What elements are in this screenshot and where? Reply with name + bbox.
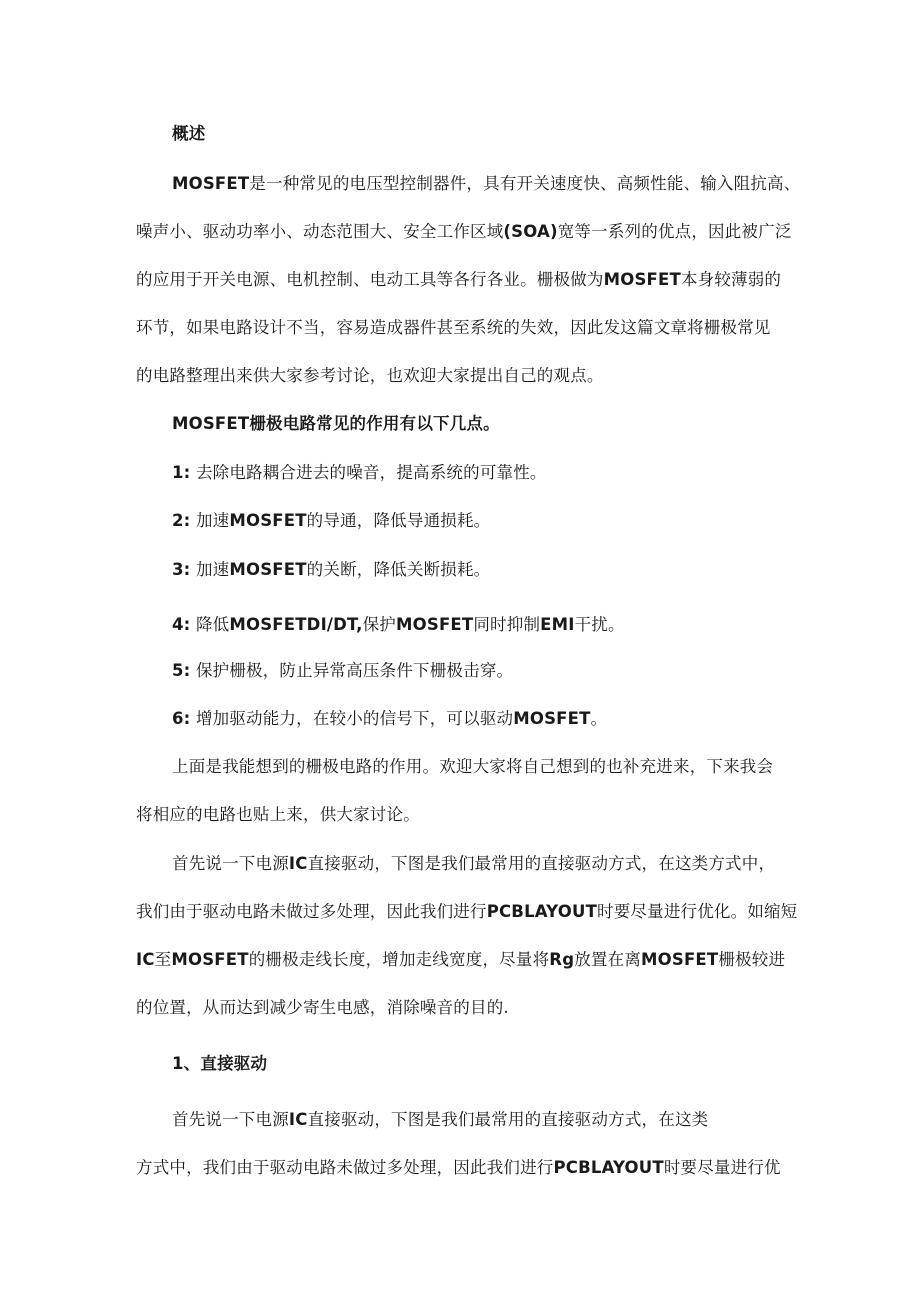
intro-line-3: 的应用于开关电源、电机控制、电动工具等各行各业。栅极做为MOSFET本身较薄弱的 (136, 270, 782, 289)
point-4: 4: 降低MOSFETDI/DT,保护MOSFET同时抑制EMI干扰。 (172, 615, 625, 634)
summary-line-2: 将相应的电路也贴上来，供大家讨论。 (136, 805, 420, 824)
summary-line-1: 上面是我能想到的栅极电路的作用。欢迎大家将自己想到的也补充进来，下来我会 (172, 757, 774, 776)
section-heading-direct-drive: 1、直接驱动 (172, 1054, 268, 1073)
point-1: 1: 去除电路耦合进去的噪音，提高系统的可靠性。 (172, 463, 547, 482)
para2-line-3: IC至MOSFET的栅极走线长度，增加走线宽度，尽量将Rg放置在离MOSFET栅极较进 (136, 950, 786, 969)
para3-line-1: 首先说一下电源IC直接驱动，下图是我们最常用的直接驱动方式，在这类 (172, 1110, 709, 1129)
intro-line-2: 噪声小、驱动功率小、动态范围大、安全工作区域(SOA)宽等一系列的优点，因此被广泛 (136, 222, 792, 241)
para2-line-1: 首先说一下电源IC直接驱动，下图是我们最常用的直接驱动方式，在这类方式中， (172, 854, 776, 873)
point-5: 5: 保护栅极，防止异常高压条件下栅极击穿。 (172, 661, 514, 680)
para2-line-2: 我们由于驱动电路未做过多处理，因此我们进行PCBLAYOUT时要尽量进行优化。如缩短 (136, 902, 798, 921)
subheading-gate-functions: MOSFET栅极电路常见的作用有以下几点。 (172, 414, 500, 433)
point-6: 6: 增加驱动能力，在较小的信号下，可以驱动MOSFET。 (172, 709, 608, 728)
para2-line-4: 的位置，从而达到减少寄生电感，消除噪音的目的. (136, 998, 509, 1017)
point-2: 2: 加速MOSFET的导通，降低导通损耗。 (172, 511, 491, 530)
intro-line-1: MOSFET是一种常见的电压型控制器件，具有开关速度快、高频性能、输入阻抗高、 (172, 174, 801, 193)
intro-line-5: 的电路整理出来供大家参考讨论，也欢迎大家提出自己的观点。 (136, 366, 604, 385)
para3-line-2: 方式中，我们由于驱动电路未做过多处理，因此我们进行PCBLAYOUT时要尽量进行优 (136, 1158, 781, 1177)
point-3: 3: 加速MOSFET的关断，降低关断损耗。 (172, 560, 491, 579)
intro-line-4: 环节，如果电路设计不当，容易造成器件甚至系统的失效，因此发这篇文章将栅极常见 (136, 318, 771, 337)
heading-overview: 概述 (172, 124, 206, 143)
